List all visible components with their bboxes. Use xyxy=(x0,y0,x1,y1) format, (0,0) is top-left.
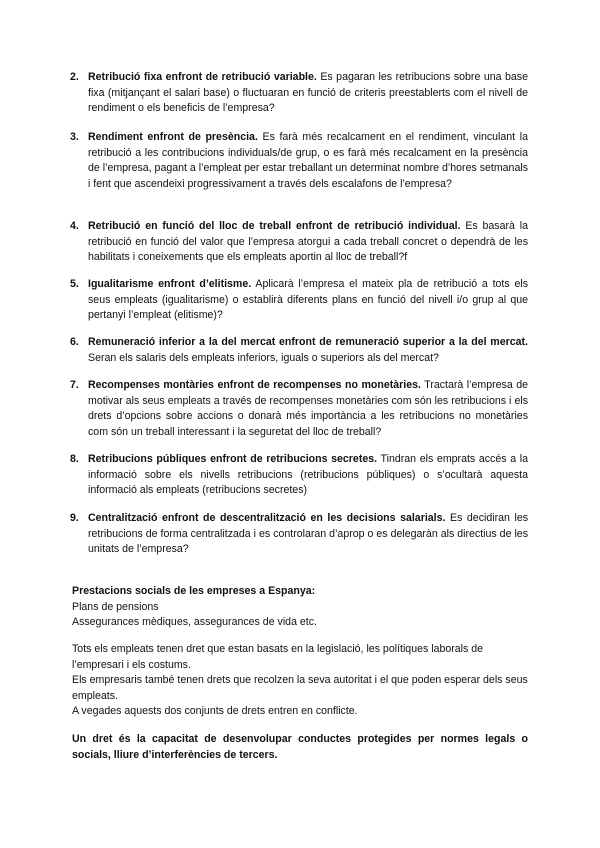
paragraph-line: Assegurances mèdiques, assegurances de vida etc. xyxy=(72,616,317,629)
list-number: 3. xyxy=(70,131,79,143)
definition-paragraph: Un dret és la capacitat de desenvolupar conductes protegides per normes legals o socials, lliure d’interferències de tercers. xyxy=(72,733,528,761)
list-item xyxy=(70,130,528,192)
list-item-title: Igualitarisme enfront d’elitisme. xyxy=(88,278,252,290)
list-item xyxy=(70,70,528,117)
list-item-body: Aplicarà l’empresa el mateix pla de retribució a tots els seus empleats (igualitarisme) o establirà diferents plans en funció del nivell i/o grup al que pertanyi l’empleat (elitisme)? xyxy=(88,278,528,322)
paragraph-line: Tots els empleats tenen dret que estan basats en la legislació, les polítiques laborals de l’empresari i els costums. xyxy=(72,643,484,671)
paragraph-line: A vegades aquests dos conjunts de drets entren en conflicte. xyxy=(72,705,358,718)
list-item-body: Tindran els emprats accés a la informació sobre els nivells retribucions (retribucions públiques) o s’ocultarà aquesta informació als empleats (retribucions secretes) xyxy=(88,453,528,497)
list-number: 8. xyxy=(70,453,79,465)
list-item xyxy=(70,277,528,324)
list-item-title: Retribució en funció del lloc de treball enfront de retribució individual. xyxy=(88,220,461,232)
list-item xyxy=(70,219,528,266)
section-heading: Prestacions socials de les empreses a Espanya: xyxy=(72,585,316,597)
list-item-title: Recompenses montàries enfront de recompenses no monetàries. xyxy=(88,379,421,391)
list-number: 5. xyxy=(70,278,79,290)
paragraph-line: Els empresaris també tenen drets que recolzen la seva autoritat i el que poden esperar dels seus empleats. xyxy=(72,674,528,702)
list-item-title: Retribucions públiques enfront de retribucions secretes. xyxy=(88,453,378,465)
list-item-body: Es decidiran les retribucions de forma centralitzada i es controlaran d’aprop o es delegaràn als directius de les unitats de l’empresa? xyxy=(88,512,529,556)
list-number: 4. xyxy=(70,220,79,232)
list-number: 2. xyxy=(70,71,79,83)
list-item xyxy=(70,335,528,366)
list-item-body: Es farà més recalcament en el rendiment, vinculant la retribució a les contribucions individuals/de grup, o es farà més recalcament en la presència de l’empresa, pagant a l’empleat per estar treballant un determinat nombre d’hores setmanals i fent que ascendeixi progressivament a través dels escalafons de l’empresa? xyxy=(88,131,528,190)
list-item-body: Tractarà l’empresa de motivar als seus empleats a través de recompenses monetàries com són les retribucions i els drets d’opcions sobre accions o donarà més importància a les retribucions no monetàries com són un treball interessant i la seguretat del lloc de treball? xyxy=(88,379,528,438)
list-item-body: Seran els salaris dels empleats inferiors, iguals o superiors als del mercat? xyxy=(88,351,439,364)
list-number: 6. xyxy=(70,336,79,348)
list-item xyxy=(70,452,528,499)
drets-section xyxy=(72,642,528,720)
list-item-title: Centralització enfront de descentralització en les decisions salarials. xyxy=(88,512,446,524)
list-item xyxy=(70,378,528,440)
list-item-title: Rendiment enfront de presència. xyxy=(88,131,258,143)
paragraph-line: Plans de pensions xyxy=(72,600,159,613)
list-number: 7. xyxy=(70,379,79,391)
list-item xyxy=(70,511,529,558)
list-item-title: Retribució fixa enfront de retribució variable. xyxy=(88,71,317,83)
list-number: 9. xyxy=(70,512,79,524)
list-item-title: Remuneració inferior a la del mercat enfront de remuneració superior a la del mercat. xyxy=(88,336,528,348)
prestacions-section xyxy=(72,584,528,631)
list-item-body: Es basarà la retribució en funció del valor que l’empresa atorgui a cada treball concret o dependrà de les habilitats i coneixements que els empleats aportin al lloc de treball?f xyxy=(88,220,528,264)
list-item-body: Es pagaran les retribucions sobre una base fixa (mitjançant el salari base) o fluctuaran en funció de criteris preestablerts com el nivell de rendiment o els beneficis de l’empresa? xyxy=(88,71,528,115)
